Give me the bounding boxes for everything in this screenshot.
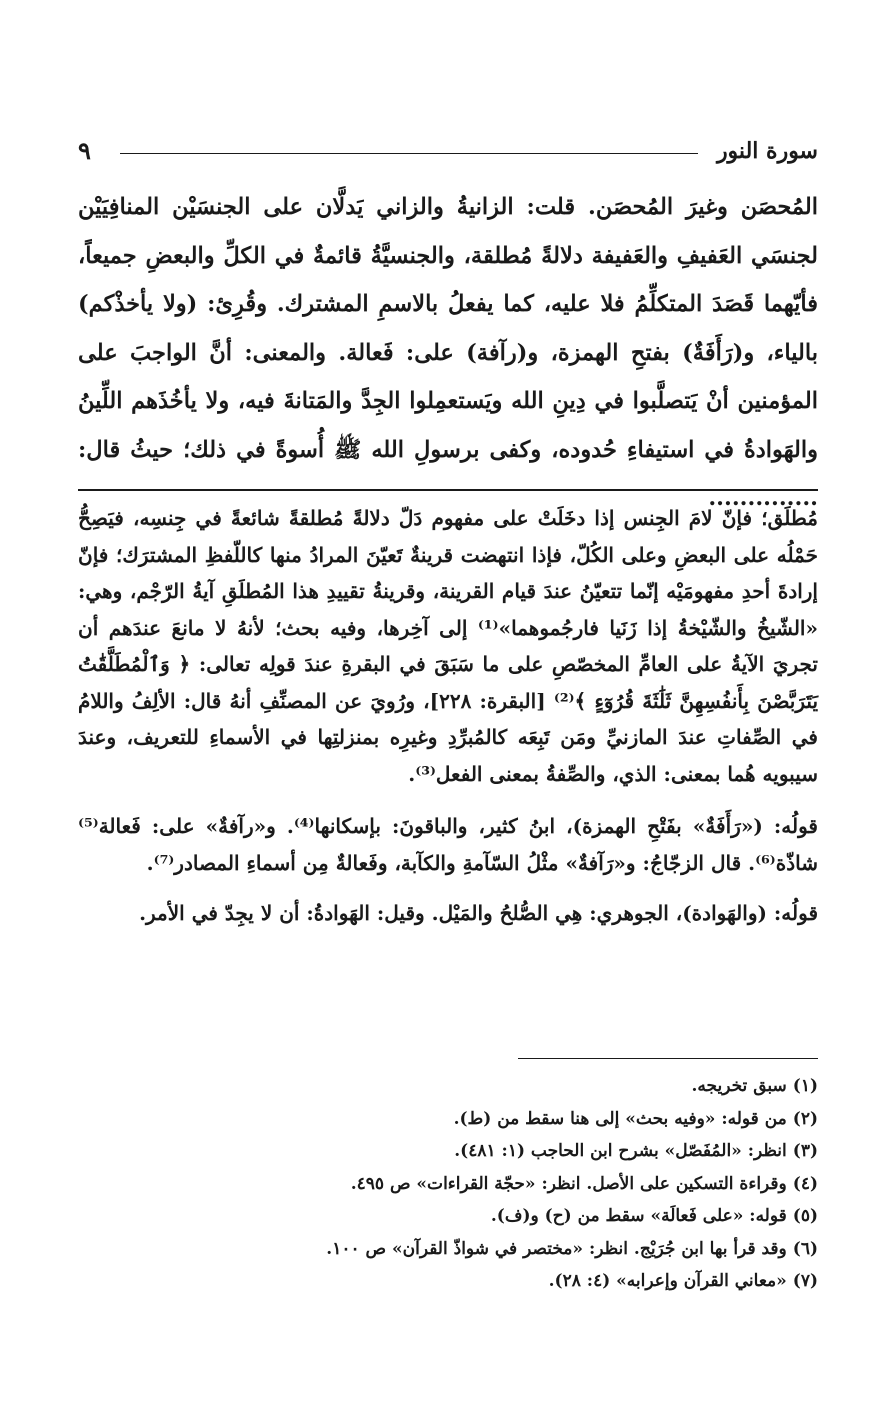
footnote-number: (٤) — [792, 1173, 818, 1194]
footnote-number: (٧) — [792, 1271, 818, 1291]
footnote-text: انظر: «المُفَصّل» بشرح ابن الحاجب (١: ٤٨١). — [454, 1141, 787, 1161]
footnote-number: (٥) — [792, 1206, 818, 1226]
footnote-text: قوله: «على فَعالَة» سقط من (ح) و(ف). — [490, 1206, 787, 1226]
footnote-text: وقراءة التسكين على الأصل. انظر: «حجّة القراءات» ص ٤٩٥. — [350, 1173, 787, 1194]
footnote — [78, 1265, 818, 1298]
commentary-paragraph: قولُه: («رَأَفَةٌ» بفَتْحِ الهمزة)، ابنُ كثير، والباقونَ: بإسكانها⁽⁴⁾. و«رآفةٌ» على: فَعالة⁽⁵⁾ شاذّة⁽⁶⁾. قال الزجّاجُ: و«رَآفةٌ» مثْلُ السّآمةِ والكآبة، وفَعالةٌ مِن أسماءِ المصادر⁽⁷⁾. — [78, 814, 818, 875]
footnote — [78, 1070, 818, 1103]
footnote — [78, 1135, 818, 1168]
footnote-text: من قوله: «وفيه بحث» إلى هنا سقط من (ط). — [453, 1108, 787, 1129]
running-head — [78, 135, 818, 167]
commentary-block — [78, 500, 818, 1040]
footnotes — [78, 1070, 818, 1360]
footnote — [78, 1168, 818, 1201]
commentary-paragraph: قولُه: (والهَوادة)، الجوهري: هِي الصُّلحُ والمَيْل. وقيل: الهَوادةُ: أن لا يجِدّ في الأمر. — [139, 901, 818, 925]
footnote — [78, 1103, 818, 1136]
footnote-number: (٢) — [792, 1108, 818, 1129]
main-text-block — [78, 183, 818, 511]
commentary-paragraph: مُطلَق؛ فإنّ لامَ الجِنس إذا دخَلَتْ على مفهوم دَلّ دلالةً مُطلقةً شائعةً في جِنسِه، فيَصِحُّ حَمْلُه على البعضِ وعلى الكُلّ، فإذا انتهضت قرينةٌ تَعيّنَ المرادُ منها كاللّفظِ المشترَك؛ فإنّ إرادةَ أحدِ مفهومَيْه إنّما تتعيّنُ عندَ قيام القرينة، وقرينةُ تقييدِ هذا المُطلَقِ آيةُ الرّجْم، وهي: «الشّيخُ والشّيْخةُ إذا زَنَيا فارجُموهما»⁽¹⁾ إلى آخِرها، وفيه بحث؛ لأنهُ لا مانعَ عندَهم أن تجريَ الآيةُ على العامِّ المخصّصِ على ما سَبَقَ في البقرةِ عندَ قولِه تعالى: ﴿ وَٱلْمُطَلَّقَٰتُ يَتَرَبَّصْنَ بِأَنفُسِهِنَّ ثَلَٰثَةَ قُرُوٓءٍ ﴾⁽²⁾ [البقرة: ٢٢٨]، ورُويَ عن المصنِّفِ أنهُ قال: الألِفُ واللامُ في الصِّفاتِ عندَ المازنيِّ ومَن تَبِعَه كالمُبرِّدِ وغيرِه بمنزلتِها في الأسماءِ للتعريف، وعندَ سيبويه هُما بمعنى: الذي، والصِّفةُ بمعنى الفعل⁽³⁾. — [78, 506, 819, 786]
footnote — [78, 1200, 818, 1233]
header-rule — [120, 153, 698, 154]
section-divider — [78, 489, 818, 491]
footnote-text: سبق تخريجه. — [691, 1076, 787, 1096]
footnote-number: (٣) — [792, 1141, 818, 1161]
footnote-text: وقد قرأ بها ابن جُرَيْج. انظر: «مختصر في شواذّ القرآن» ص ١٠٠. — [326, 1238, 787, 1259]
footnote-text: «معاني القرآن وإعرابه» (٤: ٢٨). — [548, 1271, 787, 1291]
main-text: المُحصَن وغيرَ المُحصَن. قلت: الزانيةُ والزاني يَدلَّان على الجنسَيْن المنافِيَيْن لجنسَي العَفيفِ والعَفيفة دلالةً مُطلقة، والجنسيَّةُ قائمةٌ في الكلِّ والبعضِ جميعاً، فأيّهما قَصَدَ المتكلِّمُ فلا عليه، كما يفعلُ بالاسمِ المشترك. وقُرِئ: (ولا يأخذْكم) بالياء، و(رَأَفَةٌ) بفتحِ الهمزة، و(رآفة) على: فَعالة. والمعنى: أنَّ الواجبَ على المؤمنين أنْ يَتصلَّبوا في دِينِ الله ويَستعمِلوا الجِدَّ والمَتانةَ فيه، ولا يأخُذَهم اللِّينُ والهَوادةُ في استيفاءِ حُدوده، وكفى برسولِ الله ﷺ أُسوةً في ذلك؛ حيثُ قال: .............. — [78, 194, 818, 511]
page-number: ٩ — [78, 136, 91, 165]
surah-title: سورة النور — [716, 138, 818, 164]
footnote — [78, 1233, 818, 1266]
footnote-number: (١) — [792, 1076, 818, 1096]
footnote-number: (٦) — [792, 1238, 818, 1259]
footnote-rule — [518, 1058, 818, 1059]
